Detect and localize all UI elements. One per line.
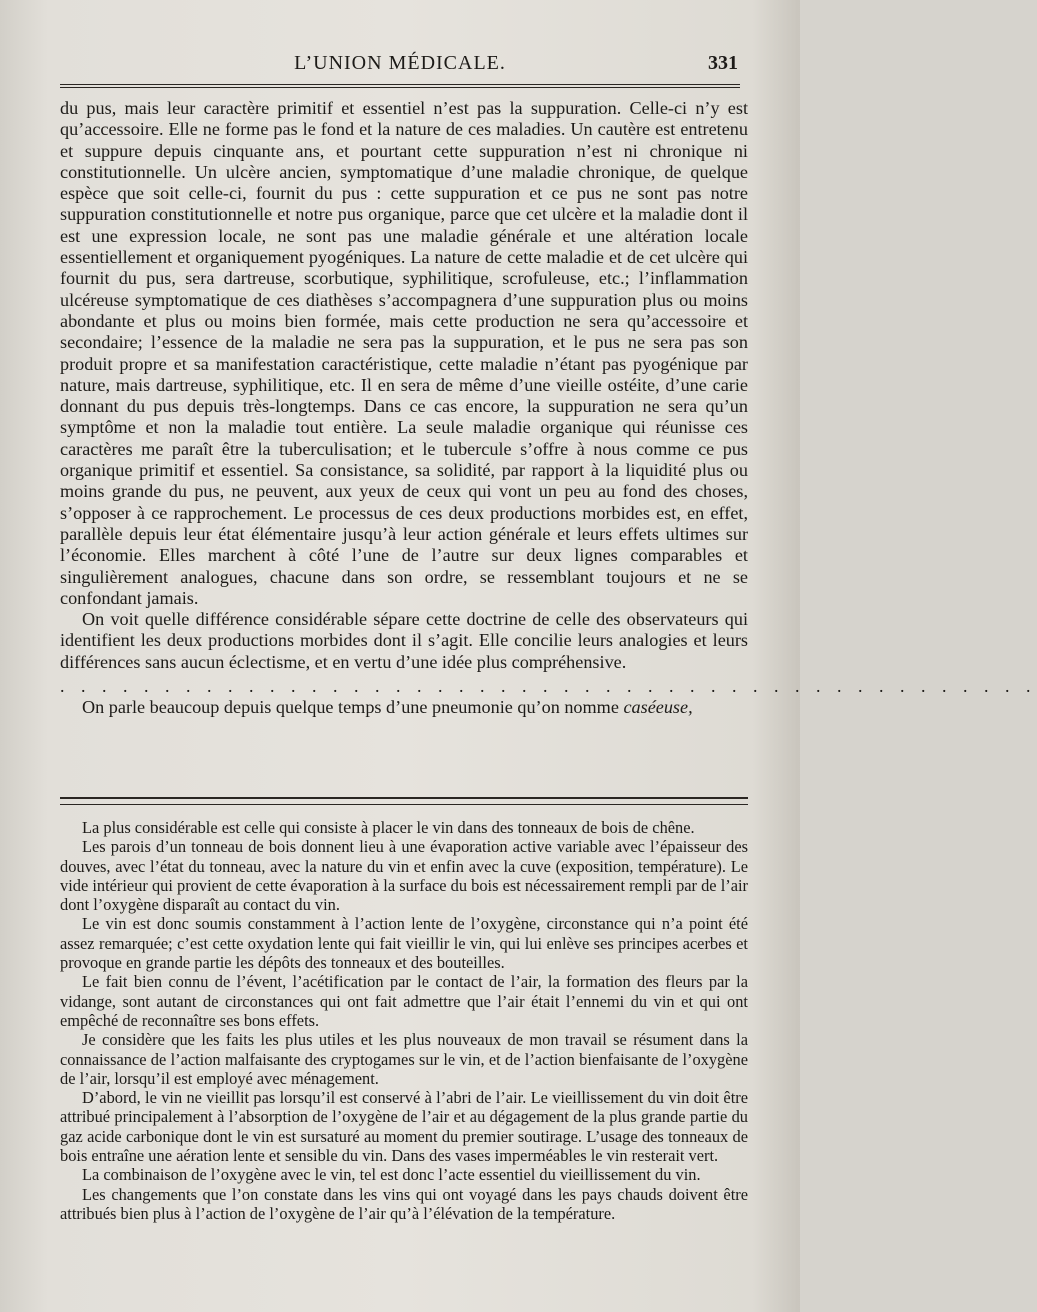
closing-text: On parle beaucoup depuis quelque temps d’une pneumonie qu’on nomme <box>82 697 624 718</box>
feuilleton-paragraph: La plus considérable est celle qui consiste à placer le vin dans des tonneaux de bois de chêne. <box>82 818 695 837</box>
feuilleton-paragraph: Les parois d’un tonneau de bois donnent lieu à une évaporation active variable avec l’épaisseur des douves, avec l’état du tonneau, avec la nature du vin et enfin avec la cuve (exposition, température). Le vide intérieur qui provient de cette évaporation à la surface du bois est nécessairement rempli par de l’air dont l’oxygène disparaît au contact du vin. <box>60 837 748 915</box>
running-title: L’UNION MÉDICALE. <box>294 52 506 74</box>
feuilleton-paragraph: Le fait bien connu de l’évent, l’acétification par le contact de l’air, la formation des fleurs par la vidange, sont autant de circonstances qui ont fait admettre que l’air était l’ennemi du vin et qui ont empêché de reconnaître ses bons effets. <box>60 972 748 1030</box>
page-header <box>60 52 740 88</box>
feuilleton-paragraph: La combinaison de l’oxygène avec le vin, tel est donc l’acte essentiel du vieillissement du vin. <box>82 1165 701 1185</box>
page-number: 331 <box>708 52 738 74</box>
main-article-text <box>60 98 1037 718</box>
feuilleton-paragraph: Les changements que l’on constate dans les vins qui ont voyagé dans les pays chauds doivent être attribués bien plus à l’action de l’oxygène de l’air qu’à l’élévation de la température. <box>60 1184 748 1223</box>
main-paragraph: du pus, mais leur caractère primitif et essentiel n’est pas la suppuration. Celle-ci n’y est qu’accessoire. Elle ne forme pas le fond et la nature de ces maladies. Un cautère est entretenu et suppure depuis cinquante ans, et pourtant cette suppuration n’est ni chronique ni constitutionnelle. Un ulcère ancien, symptomatique d’une maladie chronique, de quelque espèce que soit celle-ci, fournit du pus : cette suppuration et ce pus ne sont pas notre suppuration constitutionnelle et notre pus organique, parce que cet ulcère et la maladie dont il est une expression locale, ne sont pas une maladie générale et une altération locale essentiellement et organiquement pyogéniques. La nature de cette maladie et de cet ulcère qui fournit du pus, sera dartreuse, scorbutique, syphilitique, scrofuleuse, etc.; l’inflammation ulcéreuse symptomatique de ces diathèses s’accompagnera d’une suppuration plus ou moins abondante et plus ou moins bien formée, mais cette production ne sera qu’accessoire et secondaire; l’essence de la maladie ne sera pas la suppuration, et le pus ne sera pas son produit propre et sa manifestation caractéristique, cette maladie n’étant pas pyogénique par nature, mais dartreuse, syphilitique, etc. Il en sera de même d’une vieille ostéite, d’une carie donnant du pus depuis très-longtemps. Dans ce cas encore, la suppuration ne sera qu’un symptôme et non la maladie tout entière. La seule maladie organique qui réunisse ces caractères me paraît être la tuberculisation; et le tubercule s’offre à nous comme ce pus organique primitif et essentiel. Sa consistance, sa solidité, par rapport à la liquidité plus ou moins grande du pus, ne peuvent, aux yeux de ceux qui vont un peu au fond des choses, s’opposer à ce rapprochement. Le processus de ces deux productions morbides est, en effet, parallèle depuis leur état élémentaire jusqu’à leur action générale et leurs effets ultimes sur l’économie. Elles marchent à côté l’une de l’autre sur deux lignes comparables et singulièrement analogues, chacune dans son ordre, se ressemblant toujours et ne se confondant jamais. <box>60 98 748 608</box>
feuilleton-paragraph: Je considère que les faits les plus utiles et les plus nouveaux de mon travail se résument dans la connaissance de l’action malfaisante des cryptogames sur le vin, et de l’action bienfaisante de l’oxygène de l’air, lorsqu’il est employé avec ménagement. <box>60 1030 748 1088</box>
section-ellipsis: . . . . . . . . . . . . . . . . . . . . . . . . . . . . . . . . . . . . . . . . . . . . . . . <box>60 676 1037 697</box>
feuilleton-text <box>60 818 748 1223</box>
header-rule <box>60 84 740 88</box>
feuilleton-paragraph: D’abord, le vin ne vieillit pas lorsqu’il est conservé à l’abri de l’air. Le vieillissement du vin doit être attribué principalement à l’absorption de l’oxygène de l’air et au dégagement de la plus grande partie du gaz acide carbonique dont le vin est sursaturé au moment du premier soutirage. L’usage des tonneaux de bois entraîne une aération lente et sensible du vin. Dans des vases imperméables le vin resterait vert. <box>60 1088 748 1166</box>
feuilleton-separator <box>60 797 748 805</box>
feuilleton-paragraph: Le vin est donc soumis constamment à l’action lente de l’oxygène, circonstance qui n’a point été assez remarquée; c’est cette oxydation lente qui fait vieillir le vin, qui lui enlève ses principes acerbes et provoque en grande partie les dépôts des tonneaux et des bouteilles. <box>60 914 748 973</box>
main-paragraph: On voit quelle différence considérable sépare cette doctrine de celle des observateurs qui identifient les deux productions morbides dont il s’agit. Elle concilie leurs analogies et leurs différences sans aucun éclectisme, et en vertu d’une idée plus compréhensive. <box>60 609 748 672</box>
closing-italic-word: caséeuse, <box>623 697 693 718</box>
main-closing-line <box>60 697 748 718</box>
